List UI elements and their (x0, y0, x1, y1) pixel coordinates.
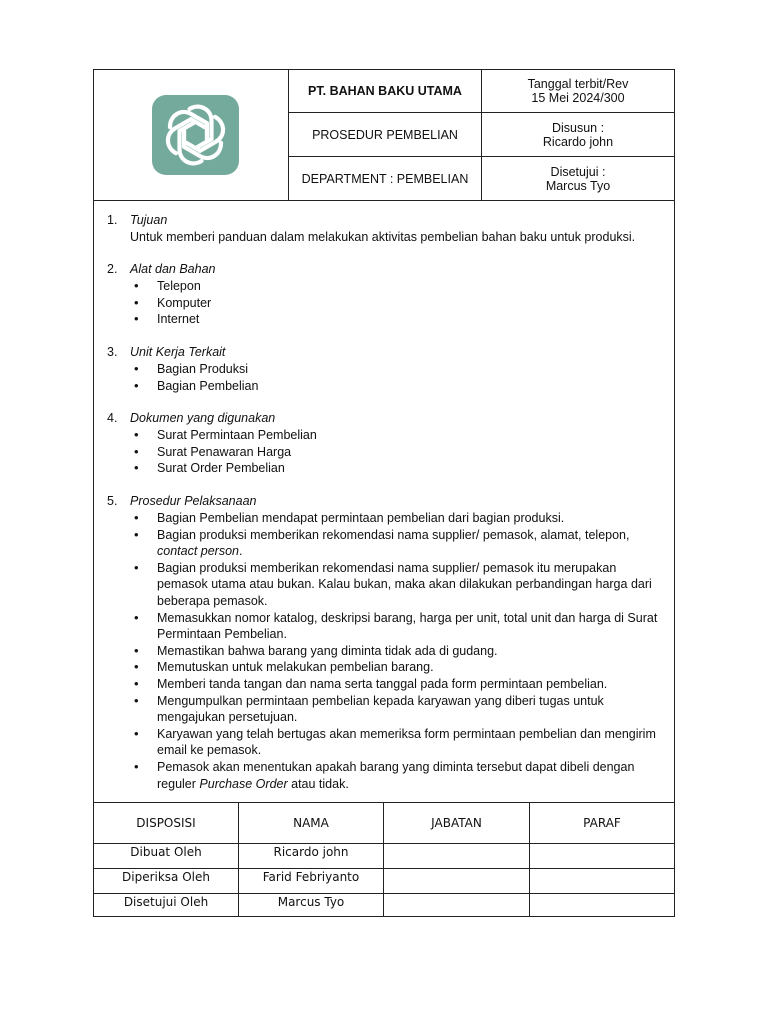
prepared-by-label: Disusun : (551, 120, 605, 135)
section-title: Alat dan Bahan (130, 262, 216, 276)
list-item: • Bagian Pembelian mendapat permintaan pembelian dari bagian produksi. (130, 510, 670, 527)
list-item (130, 759, 670, 792)
sop-document (93, 69, 675, 917)
list-item: • Surat Order Pembelian (130, 460, 670, 477)
bullet-list (130, 510, 670, 792)
section-title: Tujuan (130, 213, 168, 227)
signature-table (94, 802, 674, 917)
list-item: • Karyawan yang telah bertugas akan memeriksa form permintaan pembelian dan mengirim email ke pemasok. (130, 726, 670, 759)
column-header: DISPOSISI (94, 803, 239, 843)
list-item-text: Bagian produksi memberikan rekomendasi nama supplier/ pemasok, alamat, telepon, (157, 527, 630, 542)
table-cell: Ricardo john (239, 843, 384, 868)
list-item-text: atau tidak. (287, 776, 349, 791)
section-title: Prosedur Pelaksanaan (130, 494, 257, 508)
list-item: • Surat Penawaran Harga (130, 444, 670, 461)
approved-by-cell (482, 157, 674, 200)
table-cell: Dibuat Oleh (94, 843, 239, 868)
list-item: • Surat Permintaan Pembelian (130, 427, 670, 444)
list-item: • Memutuskan untuk melakukan pembelian barang. (130, 659, 670, 676)
section-number: 5. (107, 494, 118, 508)
issue-date-value: 15 Mei 2024/300 (531, 91, 625, 105)
table-cell (384, 843, 530, 868)
table-cell: Marcus Tyo (239, 893, 384, 917)
list-item: • Bagian Pembelian (130, 378, 670, 395)
bullet-list (130, 427, 670, 477)
table-cell (384, 893, 530, 917)
list-item: • Memberi tanda tangan dan nama serta tanggal pada form permintaan pembelian. (130, 676, 670, 693)
openai-knot-icon (152, 95, 239, 175)
table-cell (530, 843, 674, 868)
table-cell (384, 868, 530, 893)
list-item-italic-text: contact person (157, 544, 239, 559)
document-header (94, 70, 674, 201)
bullet-list (130, 278, 670, 328)
column-header: PARAF (583, 816, 621, 830)
column-header: JABATAN (384, 803, 530, 843)
department-name: DEPARTMENT : PEMBELIAN (289, 157, 482, 200)
prepared-by-value: Ricardo john (542, 134, 614, 149)
list-item: • Komputer (130, 295, 670, 312)
table-cell: Diperiksa Oleh (94, 868, 239, 893)
table-cell (530, 868, 674, 893)
section-number: 4. (107, 411, 118, 425)
section-number: 3. (107, 345, 118, 359)
prepared-by-cell (482, 113, 674, 157)
list-item: • Bagian produksi memberikan rekomendasi nama supplier/ pemasok, alamat, telepon, contact person. (130, 527, 670, 560)
list-item: • Memasukkan nomor katalog, deskripsi barang, harga per unit, total unit dan harga di Surat Permintaan Pembelian. (130, 610, 670, 643)
list-item: • Mengumpulkan permintaan pembelian kepada karyawan yang diberi tugas untuk mengajukan persetujuan. (130, 693, 670, 726)
section-title: Dokumen yang digunakan (130, 411, 276, 425)
approved-by-value: Marcus Tyo (545, 178, 611, 193)
table-cell: Farid Febriyanto (239, 868, 384, 893)
procedure-title: PROSEDUR PEMBELIAN (289, 113, 482, 157)
list-item: • Bagian produksi memberikan rekomendasi nama supplier/ pemasok itu merupakan pemasok utama atau bukan. Kalau bukan, maka akan dilakukan perbandingan harga dari beberapa pemasok. (130, 560, 670, 610)
list-item: • Telepon (130, 278, 670, 295)
list-item: • Internet (130, 311, 670, 328)
list-item: • Bagian Produksi (130, 361, 670, 378)
section-number: 1. (107, 213, 118, 227)
column-header: NAMA (239, 803, 384, 843)
section-text: Untuk memberi panduan dalam melakukan aktivitas pembelian bahan baku untuk produksi. (130, 230, 636, 244)
table-header-row (94, 803, 674, 844)
table-row (94, 868, 674, 894)
section-title: Unit Kerja Terkait (130, 345, 226, 359)
list-item: • Memastikan bahwa barang yang diminta tidak ada di gudang. (130, 643, 670, 660)
table-row (94, 843, 674, 869)
logo-cell (94, 70, 289, 200)
table-cell (530, 893, 674, 917)
bullet-list (130, 361, 670, 394)
issue-date-label: Tanggal terbit/Rev (527, 77, 629, 91)
section-number: 2. (107, 262, 118, 276)
list-item-italic-text: Purchase Order (199, 776, 288, 791)
document-body (94, 201, 674, 801)
issue-date-cell (482, 70, 674, 113)
company-name: PT. BAHAN BAKU UTAMA (289, 70, 482, 113)
approved-by-label: Disetujui : (550, 164, 606, 179)
table-row (94, 893, 674, 917)
list-item-text: Pemasok akan menentukan apakah barang yang diminta tersebut dapat dibeli dengan reguler (157, 759, 635, 791)
table-cell: Disetujui Oleh (94, 893, 239, 917)
